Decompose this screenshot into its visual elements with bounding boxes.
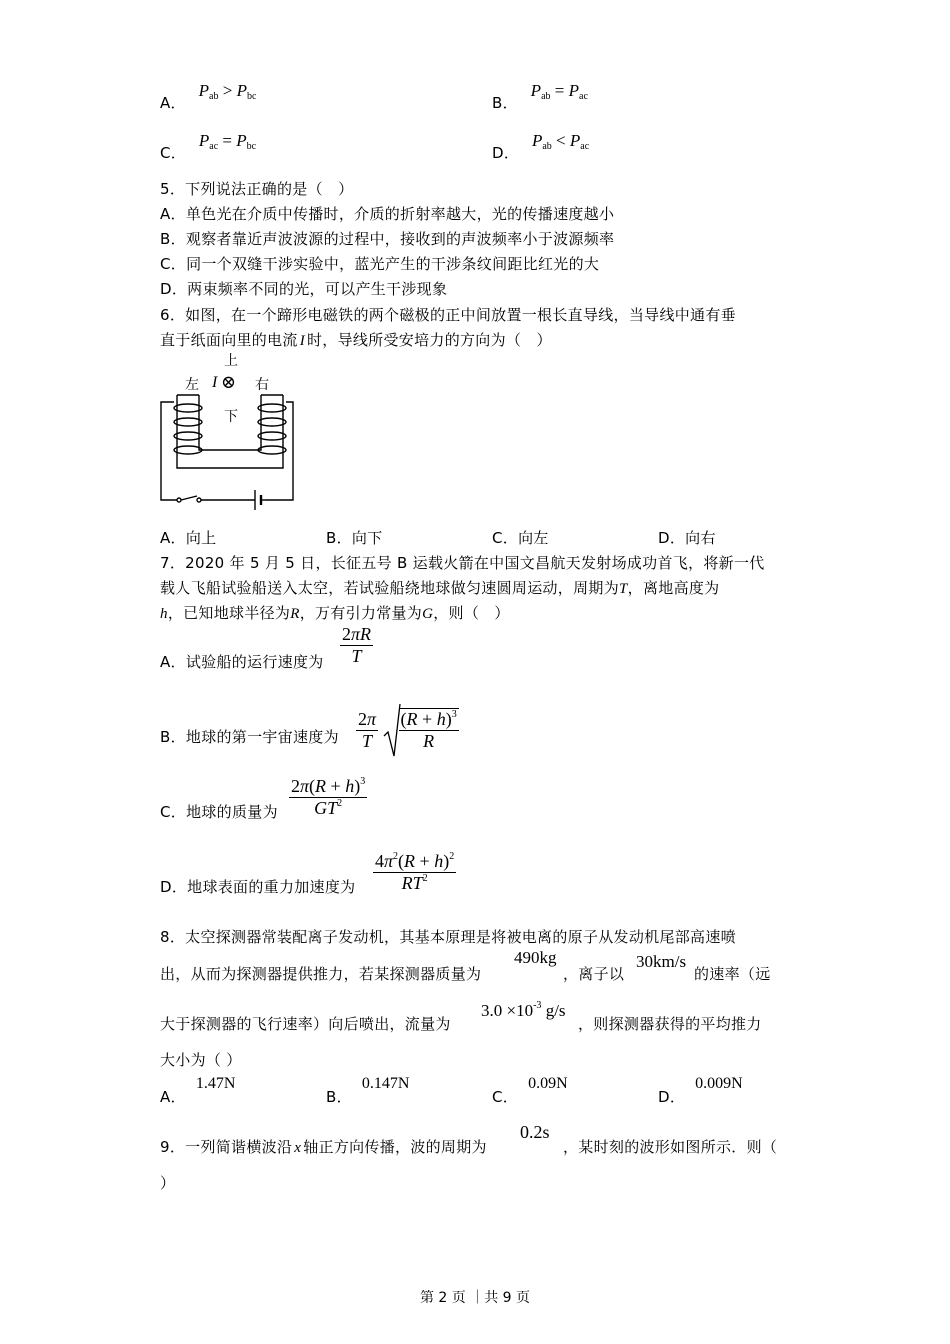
electromagnet-diagram [155,350,305,520]
q7-stem-line2: 载人飞船试验船送入太空，若试验船绕地球做匀速圆周运动，周期为T，离地高度为 [160,579,720,597]
q9-stem-line1: 9．一列简谐横波沿 x 轴正方向传播，波的周期为 [160,1138,487,1156]
q8-stem-line2c: 的速率（远 [694,965,771,983]
q4-option-c-formula: $P_{ac} = P_{bc}$ [198,131,257,152]
q6-stem-line1: 6．如图，在一个蹄形电磁铁的两个磁极的正中间放置一根长直导线，当导线中通有垂 [160,306,736,324]
q6-option-b: B．向下 [326,529,383,547]
q8-stem-line2b: ，离子以 [563,965,625,983]
q6-option-a: A．向上 [160,529,217,547]
q6-stem-line2: 直于纸面向里的电流 I 时，导线所受安培力的方向为（ ） [160,331,552,349]
q5-option-a: A．单色光在介质中传播时，介质的折射率越大，光的传播速度越小 [160,205,615,223]
q8-option-b: B．0.147N [326,1075,410,1106]
q4-option-b [492,80,588,112]
figure-label-down: 下 [224,409,239,425]
q5-option-c: C．同一个双缝干涉实验中，蓝光产生的干涉条纹间距比红光的大 [160,255,600,273]
q8-option-c: C．0.09N [492,1075,568,1106]
q8-stem-line1: 8．太空探测器常装配离子发动机，其基本原理是将被电离的原子从发动机尾部高速喷 [160,928,736,946]
q4-option-b-formula: $P_{ab} = P_{ac}$ [530,81,588,102]
q7-stem-line1: 7．2020 年 5 月 5 日，长征五号 B 运载火箭在中国文昌航天发射场成功首飞，将新一代 [160,554,765,572]
q9-period: 0.2s [520,1122,550,1142]
q8-flow: $3.0 \times 10^{-3}$ g/s [481,1000,566,1020]
q9-stem-line2: ） [160,1174,176,1192]
q8-stem-line3: 大于探测器的飞行速率）向后喷出，流量为 [160,1015,451,1033]
q5-option-d: D．两束频率不同的光，可以产生干涉现象 [160,280,448,298]
q6-option-d: D．向右 [658,529,716,547]
q7-stem-line3: h，已知地球半径为R，万有引力常量为G，则（ ） [160,604,510,622]
q9-stem-line1c: ，某时刻的波形如图所示．则（ [563,1138,778,1156]
q4-option-a [160,80,257,112]
q8-option-a: A．1.47N [160,1075,236,1106]
figure-label-right: 右 [255,377,270,393]
figure-label-up: 上 [224,353,239,369]
q4-option-a-formula: $P_{ab} > P_{bc}$ [198,81,257,102]
figure-label-left: 左 [185,377,200,393]
page-footer: 第 2 页 ｜共 9 页 [419,1290,531,1306]
q6-figure [155,350,305,520]
q4-option-d [492,130,590,162]
q7-option-d-formula: $\frac{4\pi^2(R + h)^2}{RT^2}$ [375,851,455,893]
q7-option-c: C．地球的质量为 [160,803,278,821]
q4-option-d-label: D． [492,144,520,162]
current-into-page-icon: ⊗ [221,372,237,393]
q7-option-b-formula: $\frac{2\pi}{T}$ $\frac{(R + h)^3}{R}$ [356,702,459,758]
q4-option-c [160,130,257,162]
q8-option-d: D．0.009N [658,1075,743,1106]
q7-option-d: D．地球表面的重力加速度为 [160,878,356,896]
q4-option-a-label: A． [160,94,186,112]
q4-option-c-label: C． [160,144,187,162]
q7-option-b: B．地球的第一宇宙速度为 [160,728,339,746]
q5-option-b: B．观察者靠近声波波源的过程中，接收到的声波频率小于波源频率 [160,230,615,248]
q5-stem: 5．下列说法正确的是（ ） [160,180,354,198]
q8-speed: 30km/s [636,952,687,971]
q8-stem-line2: 出，从而为探测器提供推力，若某探测器质量为 [160,965,482,983]
q6-option-c: C．向左 [492,529,549,547]
q8-stem-line4: 大小为（ ） [160,1051,242,1069]
q7-option-a-formula: $\frac{2\pi R}{T}$ [342,624,372,666]
q7-option-c-formula: $\frac{2\pi(R + h)^3}{GT^2}$ [291,776,366,818]
q4-option-d-formula: $P_{ab} < P_{ac}$ [531,131,590,152]
q7-option-a: A．试验船的运行速度为 [160,653,324,671]
q8-mass: 490kg [514,948,557,967]
q8-stem-line3b: ，则探测器获得的平均推力 [578,1015,762,1033]
figure-label-current: I [212,374,218,391]
q4-option-b-label: B． [492,94,518,112]
